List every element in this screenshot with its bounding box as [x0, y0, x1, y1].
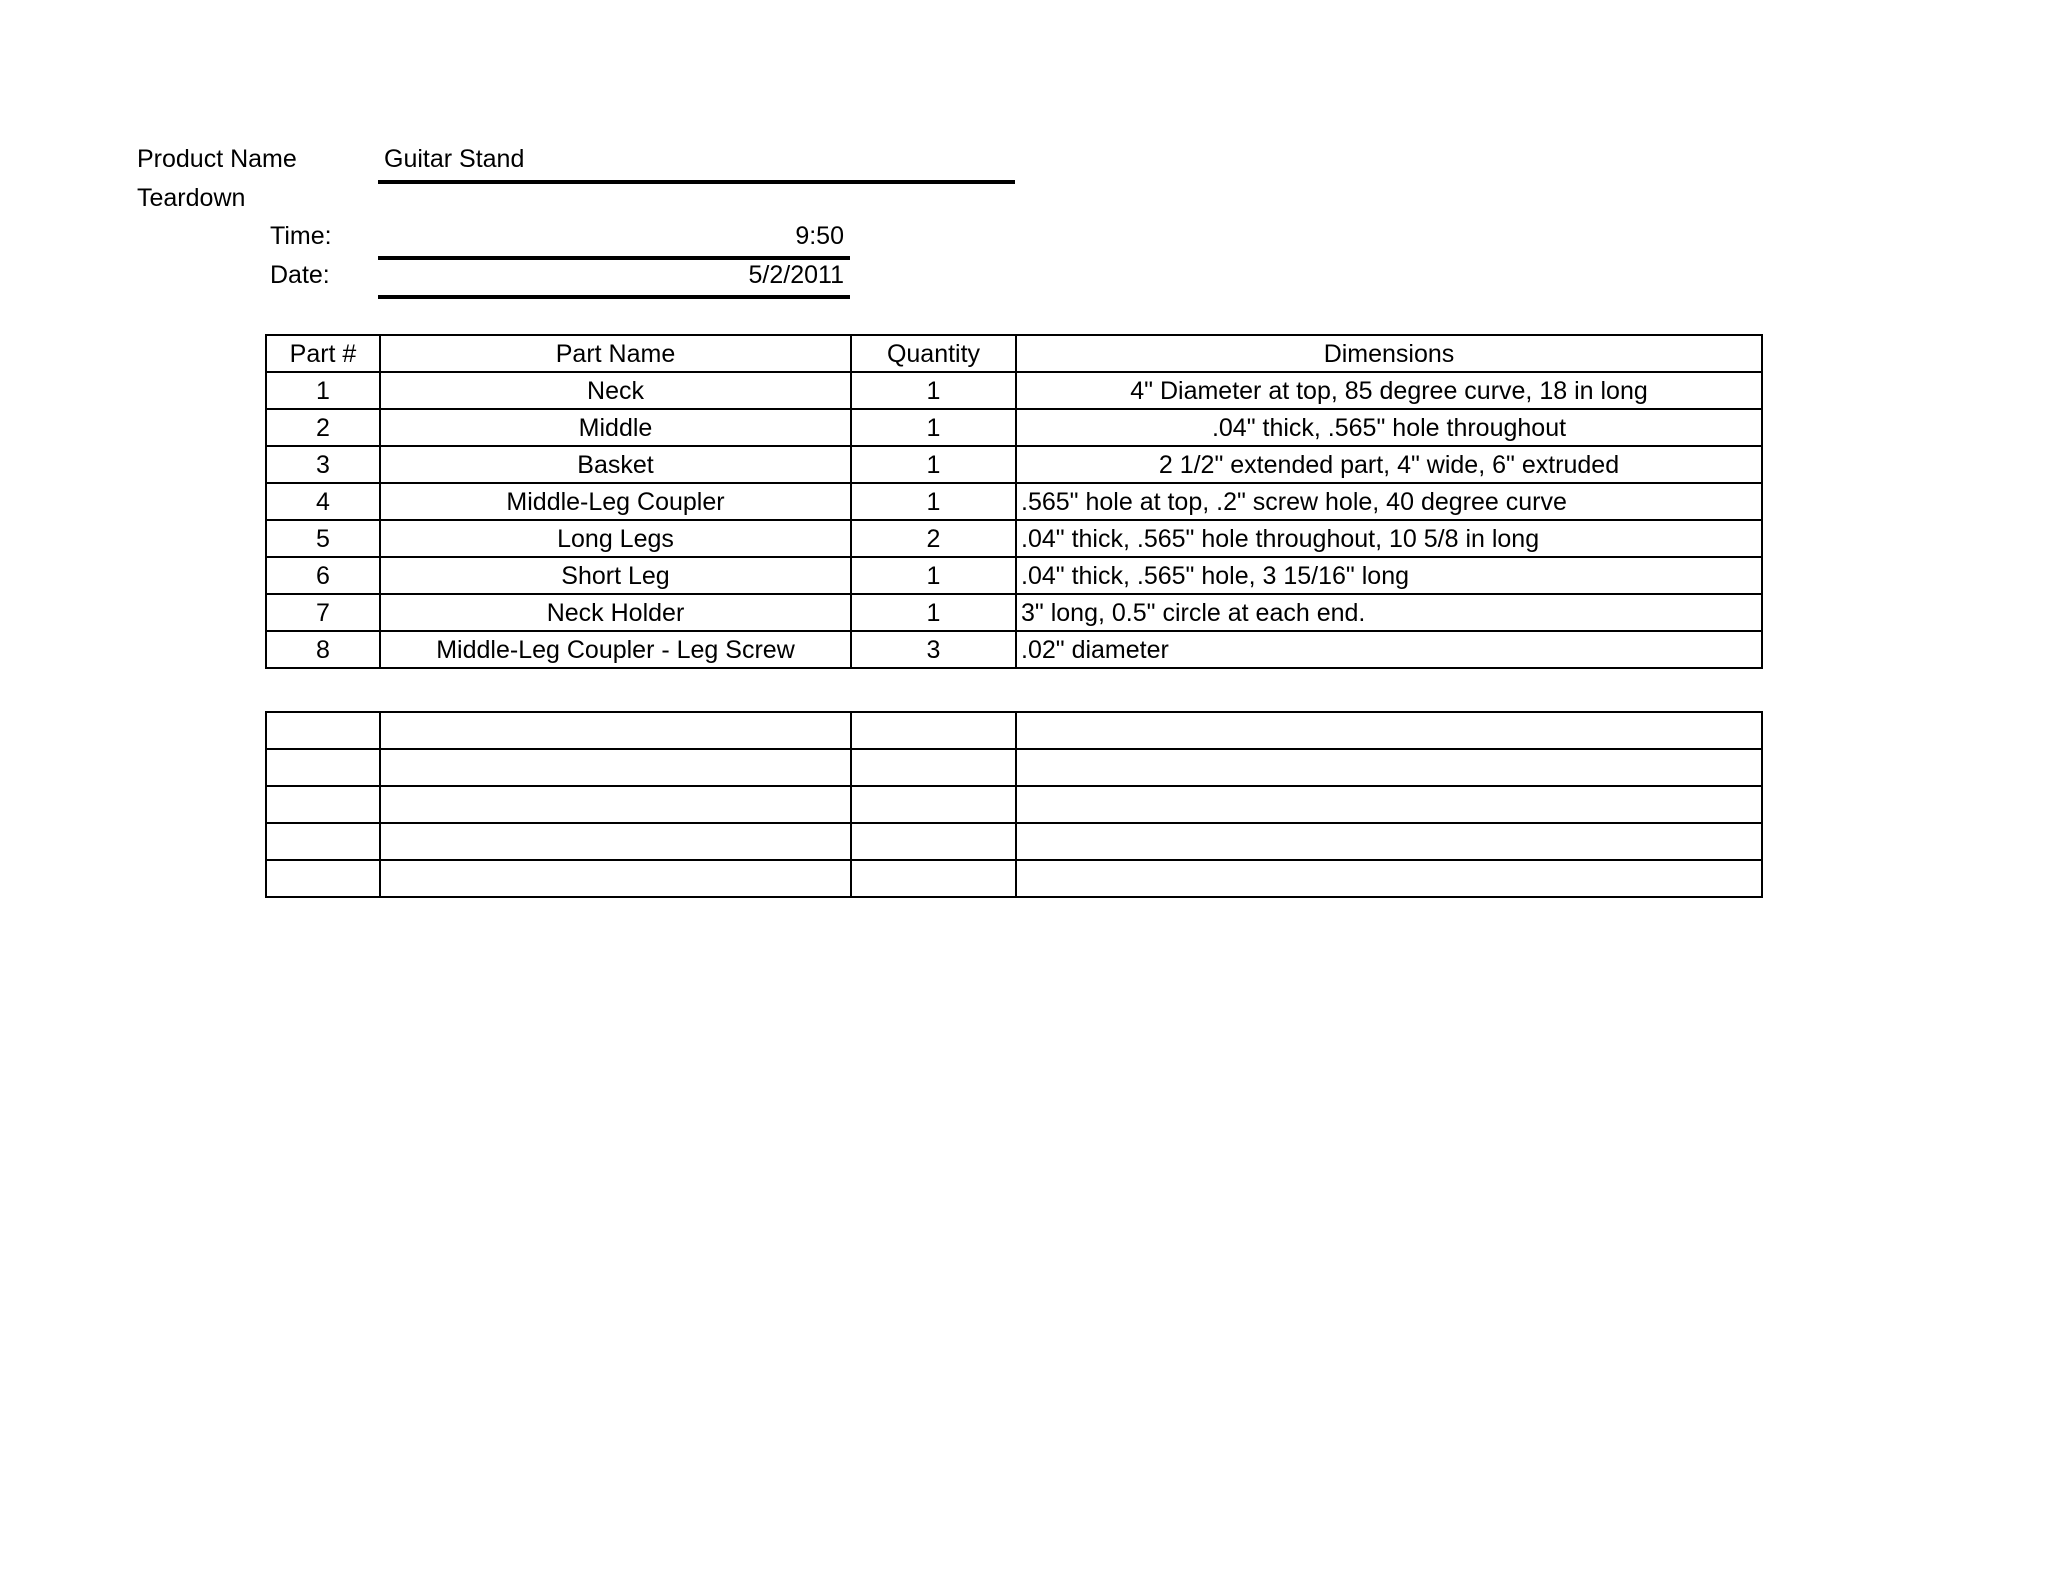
dimensions-cell[interactable]: .04" thick, .565" hole, 3 15/16" long [1016, 557, 1762, 594]
part-number-cell[interactable]: 2 [266, 409, 380, 446]
empty-cell[interactable] [851, 749, 1016, 786]
dimensions-cell[interactable]: 4" Diameter at top, 85 degree curve, 18 in long [1016, 372, 1762, 409]
table-row [266, 631, 1762, 668]
empty-cell[interactable] [380, 786, 851, 823]
part-number-cell[interactable]: 4 [266, 483, 380, 520]
empty-cell[interactable] [266, 749, 380, 786]
quantity-cell[interactable]: 3 [851, 631, 1016, 668]
empty-cell[interactable] [851, 712, 1016, 749]
time-value: 9:50 [795, 222, 844, 250]
empty-table-row [266, 712, 1762, 749]
empty-cell[interactable] [851, 860, 1016, 897]
date-field[interactable] [378, 260, 850, 299]
part-number-cell[interactable]: 6 [266, 557, 380, 594]
table-row [266, 483, 1762, 520]
part-name-cell[interactable]: Middle-Leg Coupler [380, 483, 851, 520]
part-number-cell[interactable]: 1 [266, 372, 380, 409]
table-row [266, 372, 1762, 409]
date-label: Date: [270, 261, 330, 289]
empty-table-row [266, 860, 1762, 897]
empty-cell[interactable] [266, 712, 380, 749]
quantity-cell[interactable]: 1 [851, 557, 1016, 594]
table-row [266, 409, 1762, 446]
part-number-cell[interactable]: 7 [266, 594, 380, 631]
dimensions-cell[interactable]: .04" thick, .565" hole throughout [1016, 409, 1762, 446]
empty-cell[interactable] [1016, 860, 1762, 897]
empty-cell[interactable] [851, 823, 1016, 860]
dimensions-cell[interactable]: .02" diameter [1016, 631, 1762, 668]
product-name-label: Product Name [137, 145, 297, 173]
column-header-part-number: Part # [266, 335, 380, 372]
empty-cell[interactable] [851, 786, 1016, 823]
part-name-cell[interactable]: Middle [380, 409, 851, 446]
column-header-part-name: Part Name [380, 335, 851, 372]
teardown-label: Teardown [137, 184, 246, 212]
quantity-cell[interactable]: 1 [851, 483, 1016, 520]
table-header-row [266, 335, 1762, 372]
column-header-quantity: Quantity [851, 335, 1016, 372]
table-row [266, 557, 1762, 594]
empty-cell[interactable] [1016, 749, 1762, 786]
empty-table-row [266, 823, 1762, 860]
empty-cell[interactable] [1016, 712, 1762, 749]
blank-parts-table [265, 711, 1763, 898]
part-number-cell[interactable]: 8 [266, 631, 380, 668]
empty-cell[interactable] [266, 823, 380, 860]
quantity-cell[interactable]: 1 [851, 594, 1016, 631]
empty-table-row [266, 786, 1762, 823]
part-name-cell[interactable]: Long Legs [380, 520, 851, 557]
time-field[interactable] [378, 221, 850, 260]
time-label: Time: [270, 222, 332, 250]
part-name-cell[interactable]: Middle-Leg Coupler - Leg Screw [380, 631, 851, 668]
empty-cell[interactable] [380, 823, 851, 860]
quantity-cell[interactable]: 2 [851, 520, 1016, 557]
empty-cell[interactable] [266, 786, 380, 823]
part-name-cell[interactable]: Basket [380, 446, 851, 483]
empty-cell[interactable] [380, 712, 851, 749]
quantity-cell[interactable]: 1 [851, 372, 1016, 409]
empty-table-row [266, 749, 1762, 786]
quantity-cell[interactable]: 1 [851, 409, 1016, 446]
part-number-cell[interactable]: 3 [266, 446, 380, 483]
dimensions-cell[interactable]: 2 1/2" extended part, 4" wide, 6" extruded [1016, 446, 1762, 483]
empty-cell[interactable] [1016, 786, 1762, 823]
table-row [266, 446, 1762, 483]
date-value: 5/2/2011 [748, 261, 844, 289]
dimensions-cell[interactable]: 3" long, 0.5" circle at each end. [1016, 594, 1762, 631]
dimensions-cell[interactable]: .565" hole at top, .2" screw hole, 40 degree curve [1016, 483, 1762, 520]
empty-cell[interactable] [266, 860, 380, 897]
part-number-cell[interactable]: 5 [266, 520, 380, 557]
product-name-value: Guitar Stand [384, 145, 525, 173]
part-name-cell[interactable]: Short Leg [380, 557, 851, 594]
product-name-field[interactable] [378, 144, 1015, 184]
empty-cell[interactable] [380, 749, 851, 786]
table-row [266, 520, 1762, 557]
empty-cell[interactable] [1016, 823, 1762, 860]
parts-table [265, 334, 1763, 669]
quantity-cell[interactable]: 1 [851, 446, 1016, 483]
part-name-cell[interactable]: Neck [380, 372, 851, 409]
dimensions-cell[interactable]: .04" thick, .565" hole throughout, 10 5/8 in long [1016, 520, 1762, 557]
column-header-dimensions: Dimensions [1016, 335, 1762, 372]
empty-cell[interactable] [380, 860, 851, 897]
table-row [266, 594, 1762, 631]
part-name-cell[interactable]: Neck Holder [380, 594, 851, 631]
